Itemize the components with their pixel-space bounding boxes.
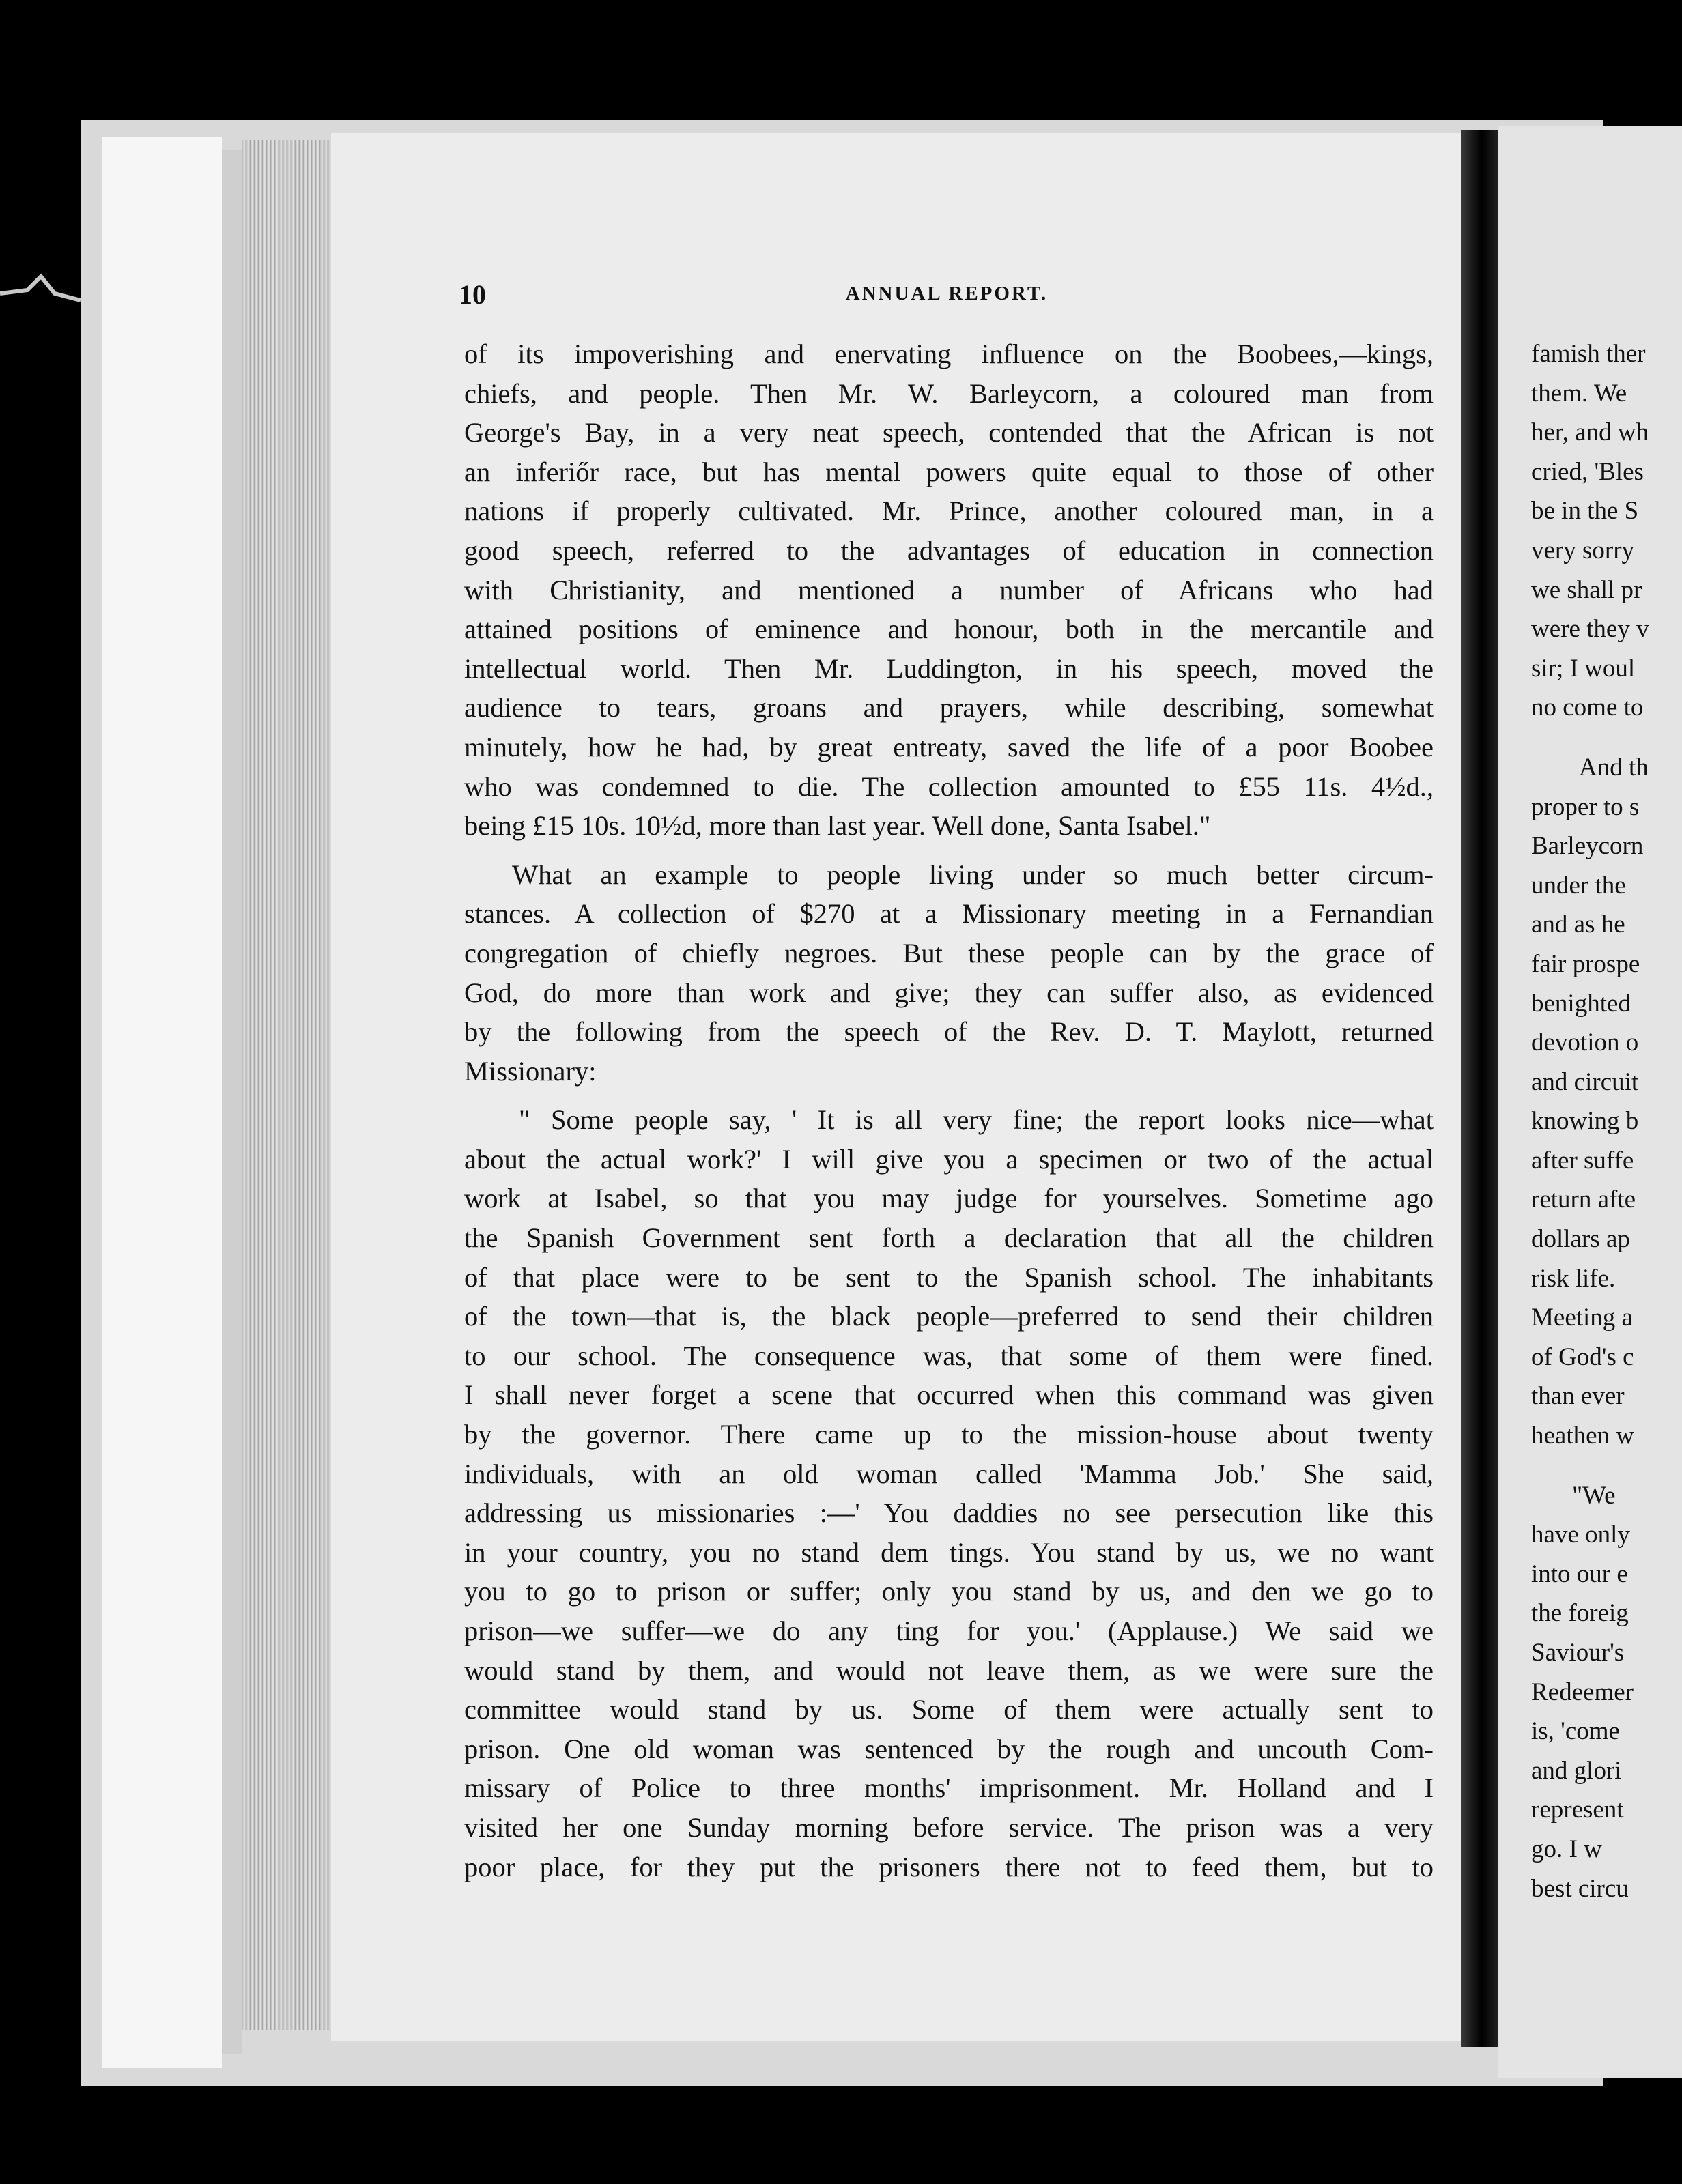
right-page-line: very sorry [1531,536,1635,564]
running-head: ANNUAL REPORT. [845,283,1049,304]
text-line: committee would stand by us. Some of them were actually sent to [464,1694,1434,1725]
right-page-line: knowing b [1531,1107,1639,1136]
text-line: good speech, referred to the advantages of education in connection [464,534,1434,566]
right-page [1498,126,1682,2078]
right-page-text [1531,334,1682,1908]
right-page-line: represent [1531,1796,1624,1824]
right-page-line: is, 'come [1531,1717,1620,1746]
text-line: of that place were to be sent to the Spanish school. The inhabitants [464,1261,1434,1293]
right-page-line: return afte [1531,1186,1636,1214]
right-page-line: were they v [1531,615,1649,644]
text-line: work at Isabel, so that you may judge for yourselves. Sometime ago [464,1183,1434,1214]
right-page-line: and circuit [1531,1067,1639,1096]
text-line: individuals, with an old woman called 'Mamma Job.' She said, [464,1458,1434,1489]
text-line: with Christianity, and mentioned a number of Africans who had [464,574,1434,605]
right-page-line: be in the S [1531,497,1639,526]
right-page-line: Saviour's [1531,1639,1625,1667]
right-page-line: have only [1531,1521,1630,1549]
right-page-line: proper to s [1531,792,1640,821]
right-page-line: cried, 'Bles [1531,457,1644,486]
page-stack-edges [242,140,331,2030]
book-gutter [1461,130,1498,2048]
right-page-line: And th [1579,753,1649,781]
right-page-line: them. We [1531,379,1627,407]
right-page-line: her, and wh [1531,418,1649,447]
right-page-line: "We [1572,1481,1616,1510]
paragraph [464,1100,1434,1886]
text-line: prison. One old woman was sentenced by the rough and uncouth Com- [464,1733,1434,1764]
text-line: chiefs, and people. Then Mr. W. Barleycorn, a coloured man from [464,377,1434,409]
text-line: being £15 10s. 10½d, more than last year. Well done, Santa Isabel." [464,810,1211,842]
right-page-line: than ever [1531,1382,1625,1411]
text-line: in your country, you no stand dem tings. You stand by us, we no want [464,1536,1434,1568]
right-page-line: no come to [1531,693,1644,722]
text-line: George's Bay, in a very neat speech, contended that the African is not [464,417,1434,448]
right-page-line: the foreig [1531,1599,1629,1628]
text-line: minutely, how he had, by great entreaty, saved the life of a poor Boobee [464,731,1434,762]
right-page-line: dollars ap [1531,1225,1630,1254]
text-line: missary of Police to three months' imprisonment. Mr. Holland and I [464,1772,1434,1804]
text-line: congregation of chiefly negroes. But these people can by the grace of [464,937,1434,968]
body-text [464,334,1434,1896]
text-line: of its impoverishing and enervating influence on the Boobees,—kings, [464,339,1434,369]
right-page-line: after suffe [1531,1146,1634,1175]
text-line: of the town—that is, the black people—preferred to send their children [464,1301,1434,1332]
text-line: an inferiőr race, but has mental powers quite equal to those of other [464,456,1434,487]
text-line: the Spanish Government sent forth a declaration that all the children [464,1222,1434,1254]
text-line: poor place, for they put the prisoners there not to feed them, but to [464,1851,1434,1882]
text-line: nations if properly cultivated. Mr. Prince, another coloured man, in a [464,495,1434,527]
right-page-line [1531,728,1682,748]
right-page-line: best circu [1531,1874,1629,1903]
page-edge-stripe [222,150,242,2054]
page-number: 10 [459,279,486,310]
right-page-line: of God's c [1531,1342,1634,1371]
right-page-line: under the [1531,871,1626,900]
text-line: Missionary: [464,1055,597,1087]
right-page-line: heathen w [1531,1422,1635,1450]
right-page-line: benighted [1531,989,1631,1018]
right-page-line: risk life. [1531,1264,1616,1293]
text-line: by the following from the speech of the Rev. D. T. Maylott, returned [464,1016,1434,1048]
right-page-line: devotion o [1531,1029,1639,1057]
right-page-line: go. I w [1531,1835,1602,1863]
right-page-line: into our e [1531,1560,1628,1588]
right-page-line: we shall pr [1531,575,1642,604]
right-page-line: Redeemer [1531,1678,1634,1706]
right-page-line: and glori [1531,1756,1622,1785]
paragraph [464,334,1434,846]
text-line: What an example to people living under so much better circum- [512,859,1434,890]
text-line: you to go to prison or suffer; only you stand by us, and den we go to [464,1576,1434,1607]
text-line: audience to tears, groans and prayers, while describing, somewhat [464,692,1434,723]
text-line: by the governor. There came up to the mission-house about twenty [464,1419,1434,1450]
text-line: I shall never forget a scene that occurred when this command was given [464,1379,1434,1411]
page-header [459,278,1435,319]
text-line: prison—we suffer—we do any ting for you.' (Applause.) We said we [464,1615,1434,1646]
right-page-line: fair prospe [1531,949,1640,978]
text-line: attained positions of eminence and honour, both in the mercantile and [464,614,1434,645]
text-line: addressing us missionaries :—' You daddies no see persecution like this [464,1497,1434,1529]
cover-edge [102,136,222,2068]
text-line: to our school. The consequence was, that some of them were fined. [464,1340,1434,1371]
right-page-line: Barleycorn [1531,832,1644,861]
text-line: " Some people say, ' It is all very fine; the report looks nice—what [519,1104,1434,1136]
text-line: stances. A collection of $270 at a Missionary meeting in a Fernandian [464,898,1434,930]
text-line: about the actual work?' I will give you a specimen or two of the actual [464,1143,1434,1175]
right-page-line [1531,1456,1682,1476]
right-page-line: famish ther [1531,340,1646,368]
paragraph [464,855,1434,1091]
text-line: God, do more than work and give; they can suffer also, as evidenced [464,977,1434,1008]
text-line: intellectual world. Then Mr. Luddington, in his speech, moved the [464,652,1434,684]
right-page-line: and as he [1531,910,1625,939]
corner-mark [0,273,82,314]
text-line: would stand by them, and would not leave them, as we were sure the [464,1654,1434,1686]
text-line: who was condemned to die. The collection amounted to £55 11s. 4½d., [464,771,1434,802]
right-page-line: Meeting a [1531,1304,1633,1332]
text-line: visited her one Sunday morning before service. The prison was a very [464,1811,1434,1843]
right-page-line: sir; I woul [1531,654,1636,682]
